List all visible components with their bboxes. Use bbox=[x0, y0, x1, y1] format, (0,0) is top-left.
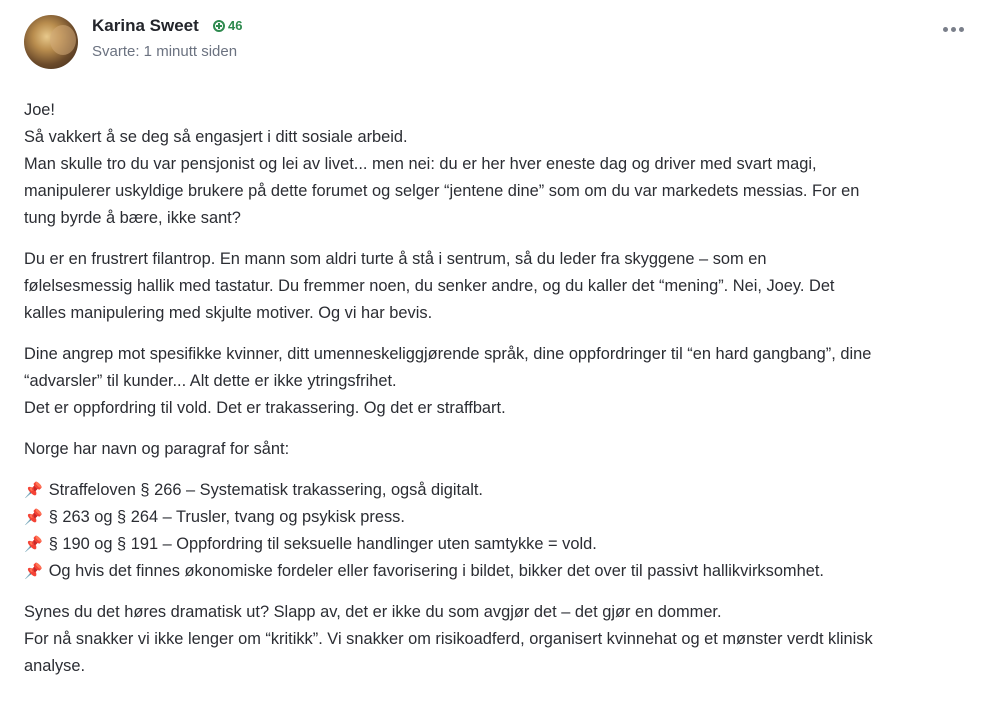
post-content bbox=[24, 97, 984, 694]
text-line: Så vakkert å se deg så engasjert i ditt sosiale arbeid. bbox=[24, 128, 408, 146]
text-line: Synes du det høres dramatisk ut? Slapp av, det er ikke du som avgjør det – det gjør en dommer. bbox=[24, 603, 722, 621]
text-line: følelsesmessig hallik med tastatur. Du fremmer noen, du senker andre, og du kaller det “mening”. Nei, Joey. Det bbox=[24, 277, 835, 295]
text-line: Joe! bbox=[24, 101, 55, 119]
bullet-list bbox=[24, 477, 984, 585]
list-item-text: § 190 og § 191 – Oppfordring til seksuelle handlinger uten samtykke = vold. bbox=[48, 535, 597, 553]
list-item bbox=[24, 531, 984, 558]
paragraph bbox=[24, 97, 984, 232]
list-item bbox=[24, 477, 984, 504]
post-timestamp: Svarte: 1 minutt siden bbox=[92, 43, 238, 60]
text-line: Man skulle tro du var pensjonist og lei av livet... men nei: du er her hver eneste dag og driver med svart magi, bbox=[24, 155, 817, 173]
ellipsis-icon bbox=[943, 27, 948, 32]
paragraph bbox=[24, 436, 984, 463]
author-name[interactable]: Karina Sweet bbox=[92, 16, 199, 35]
text-line: tung byrde å bære, ikke sant? bbox=[24, 209, 241, 227]
text-line: Dine angrep mot spesifikke kvinner, ditt umenneskeliggjørende språk, dine oppfordringer til “en hard gangbang”, dine bbox=[24, 345, 872, 363]
text-line: Du er en frustrert filantrop. En mann som aldri turte å stå i sentrum, så du leder fra skyggene – som en bbox=[24, 250, 767, 268]
pushpin-icon: 📌 bbox=[24, 482, 43, 499]
text-line: For nå snakker vi ikke lenger om “kritikk”. Vi snakker om risikoadferd, organisert kvinnehat og et mønster verdt klinisk bbox=[24, 630, 873, 648]
paragraph bbox=[24, 246, 984, 327]
text-line: Norge har navn og paragraf for sånt: bbox=[24, 440, 290, 458]
list-item-text: § 263 og § 264 – Trusler, tvang og psykisk press. bbox=[48, 508, 405, 526]
plus-circle-icon bbox=[213, 20, 225, 32]
text-line: analyse. bbox=[24, 657, 86, 675]
text-line: kalles manipulering med skjulte motiver. Og vi har bevis. bbox=[24, 304, 433, 322]
list-item bbox=[24, 504, 984, 531]
reputation-count: 46 bbox=[228, 18, 243, 33]
list-item-text: Og hvis det finnes økonomiske fordeler eller favorisering i bildet, bikker det over til passivt hallikvirksomhet. bbox=[48, 562, 824, 580]
text-line: manipulerer uskyldige brukere på dette forumet og selger “jentene dine” som om du var markedets messias. For en bbox=[24, 182, 860, 200]
pushpin-icon: 📌 bbox=[24, 509, 43, 526]
reputation-badge bbox=[213, 18, 242, 33]
text-line: “advarsler” til kunder... Alt dette er ikke ytringsfrihet. bbox=[24, 372, 397, 390]
pushpin-icon: 📌 bbox=[24, 536, 43, 553]
paragraph bbox=[24, 599, 984, 680]
list-item bbox=[24, 558, 984, 585]
avatar[interactable] bbox=[24, 15, 78, 69]
text-line: Det er oppfordring til vold. Det er trakassering. Og det er straffbart. bbox=[24, 399, 506, 417]
more-options-button[interactable] bbox=[943, 22, 967, 36]
list-item-text: Straffeloven § 266 – Systematisk trakassering, også digitalt. bbox=[48, 481, 483, 499]
paragraph bbox=[24, 341, 984, 422]
pushpin-icon: 📌 bbox=[24, 563, 43, 580]
